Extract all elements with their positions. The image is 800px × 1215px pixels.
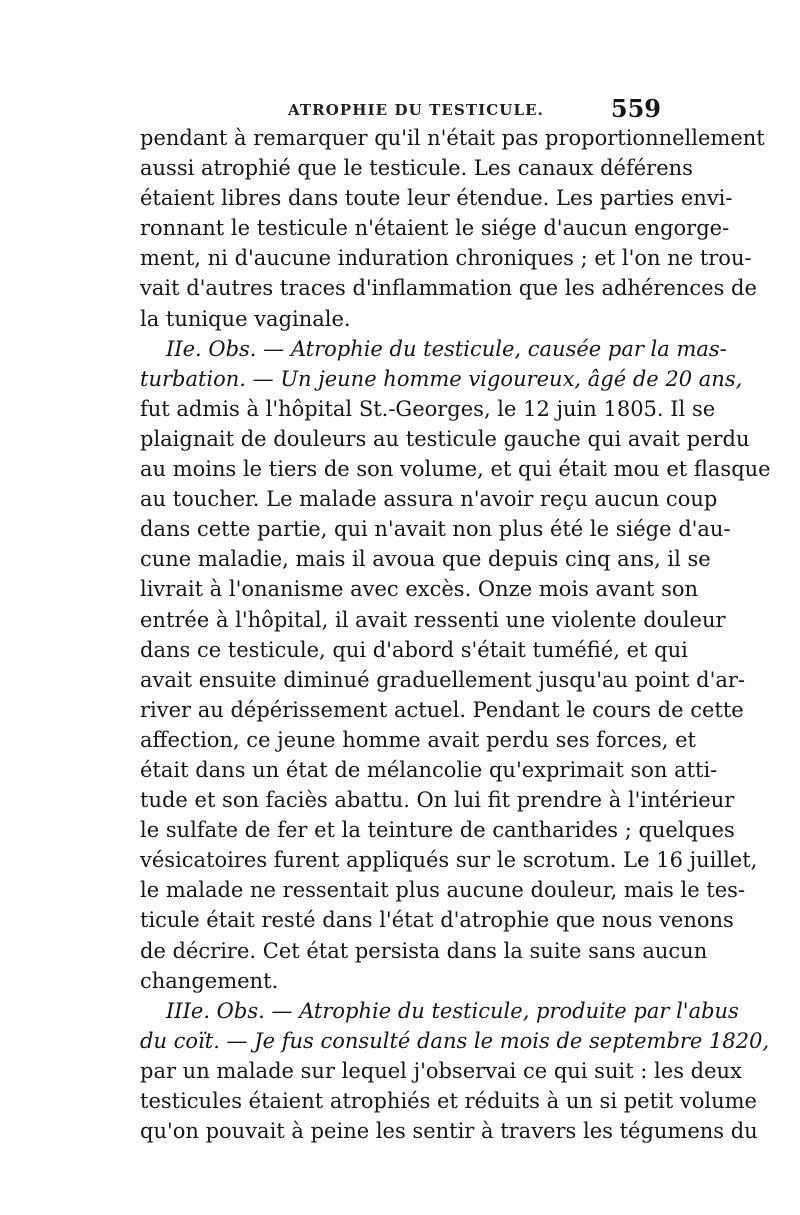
text-line: le sulfate de fer et la teinture de cantharides ; quelques — [140, 818, 735, 843]
text-line: au moins le tiers de son volume, et qui était mou et flasque — [140, 457, 771, 482]
text-line: livrait à l'onanisme avec excès. Onze mois avant son — [140, 577, 699, 602]
text-line: étaient libres dans toute leur étendue. Les parties envi- — [140, 186, 733, 211]
text-line: était dans un état de mélancolie qu'exprimait son atti- — [140, 757, 718, 782]
page-number: 559 — [610, 94, 661, 123]
body-text — [140, 123, 771, 1146]
text-line: le malade ne ressentait plus aucune douleur, mais le tes- — [140, 878, 746, 903]
observation-heading-line: du coït. — Je fus consulté dans le mois de septembre 1820, — [140, 1028, 770, 1053]
text-line: ment, ni d'aucune induration chroniques ; et l'on ne trou- — [140, 246, 752, 271]
text-line: plaignait de douleurs au testicule gauche qui avait perdu — [140, 426, 750, 451]
text-line: vait d'autres traces d'inflammation que les adhérences de — [140, 276, 757, 301]
text-line: fut admis à l'hôpital St.-Georges, le 12 juin 1805. Il se — [140, 396, 716, 421]
text-line: ronnant le testicule n'étaient le siége d'aucun engorge- — [140, 216, 730, 241]
text-line: changement. — [140, 968, 279, 993]
page-header — [140, 94, 661, 124]
text-line: dans cette partie, qui n'avait non plus été le siége d'au- — [140, 517, 731, 542]
text-line: au toucher. Le malade assura n'avoir reçu aucun coup — [140, 487, 718, 512]
observation-heading-line: IIIe. Obs. — Atrophie du testicule, produite par l'abus — [166, 998, 739, 1023]
text-line: la tunique vaginale. — [140, 306, 351, 331]
text-line: entrée à l'hôpital, il avait ressenti une violente douleur — [140, 607, 726, 632]
text-line: qu'on pouvait à peine les sentir à travers les tégumens du — [140, 1119, 758, 1144]
text-line: testicules étaient atrophiés et réduits à un si petit volume — [140, 1089, 757, 1113]
text-line: aussi atrophié que le testicule. Les canaux déférens — [140, 156, 693, 181]
observation-heading-line: turbation. — Un jeune homme vigoureux, âgé de 20 ans, — [140, 366, 743, 391]
observation-heading-line: IIe. Obs. — Atrophie du testicule, causée par la mas- — [166, 336, 727, 361]
text-line: par un malade sur lequel j'observai ce qui suit : les deux — [140, 1058, 742, 1083]
text-line: avait ensuite diminué graduellement jusqu'au point d'ar- — [140, 667, 746, 692]
text-line: de décrire. Cet état persista dans la suite sans aucun — [140, 938, 708, 963]
text-line: affection, ce jeune homme avait perdu ses forces, et — [140, 727, 696, 752]
text-line: pendant à remarquer qu'il n'était pas proportionnellement — [140, 126, 765, 150]
text-line: river au dépérissement actuel. Pendant le cours de cette — [140, 697, 744, 722]
text-line: dans ce testicule, qui d'abord s'était tuméfié, et qui — [140, 637, 688, 662]
text-line: tude et son faciès abattu. On lui fit prendre à l'intérieur — [140, 788, 735, 813]
text-line: cune maladie, mais il avoua que depuis cinq ans, il se — [140, 547, 711, 572]
running-title: ATROPHIE DU TESTICULE. — [288, 101, 544, 119]
text-line: vésicatoires furent appliqués sur le scrotum. Le 16 juillet, — [140, 848, 758, 873]
text-line: ticule était resté dans l'état d'atrophie que nous venons — [140, 908, 734, 933]
